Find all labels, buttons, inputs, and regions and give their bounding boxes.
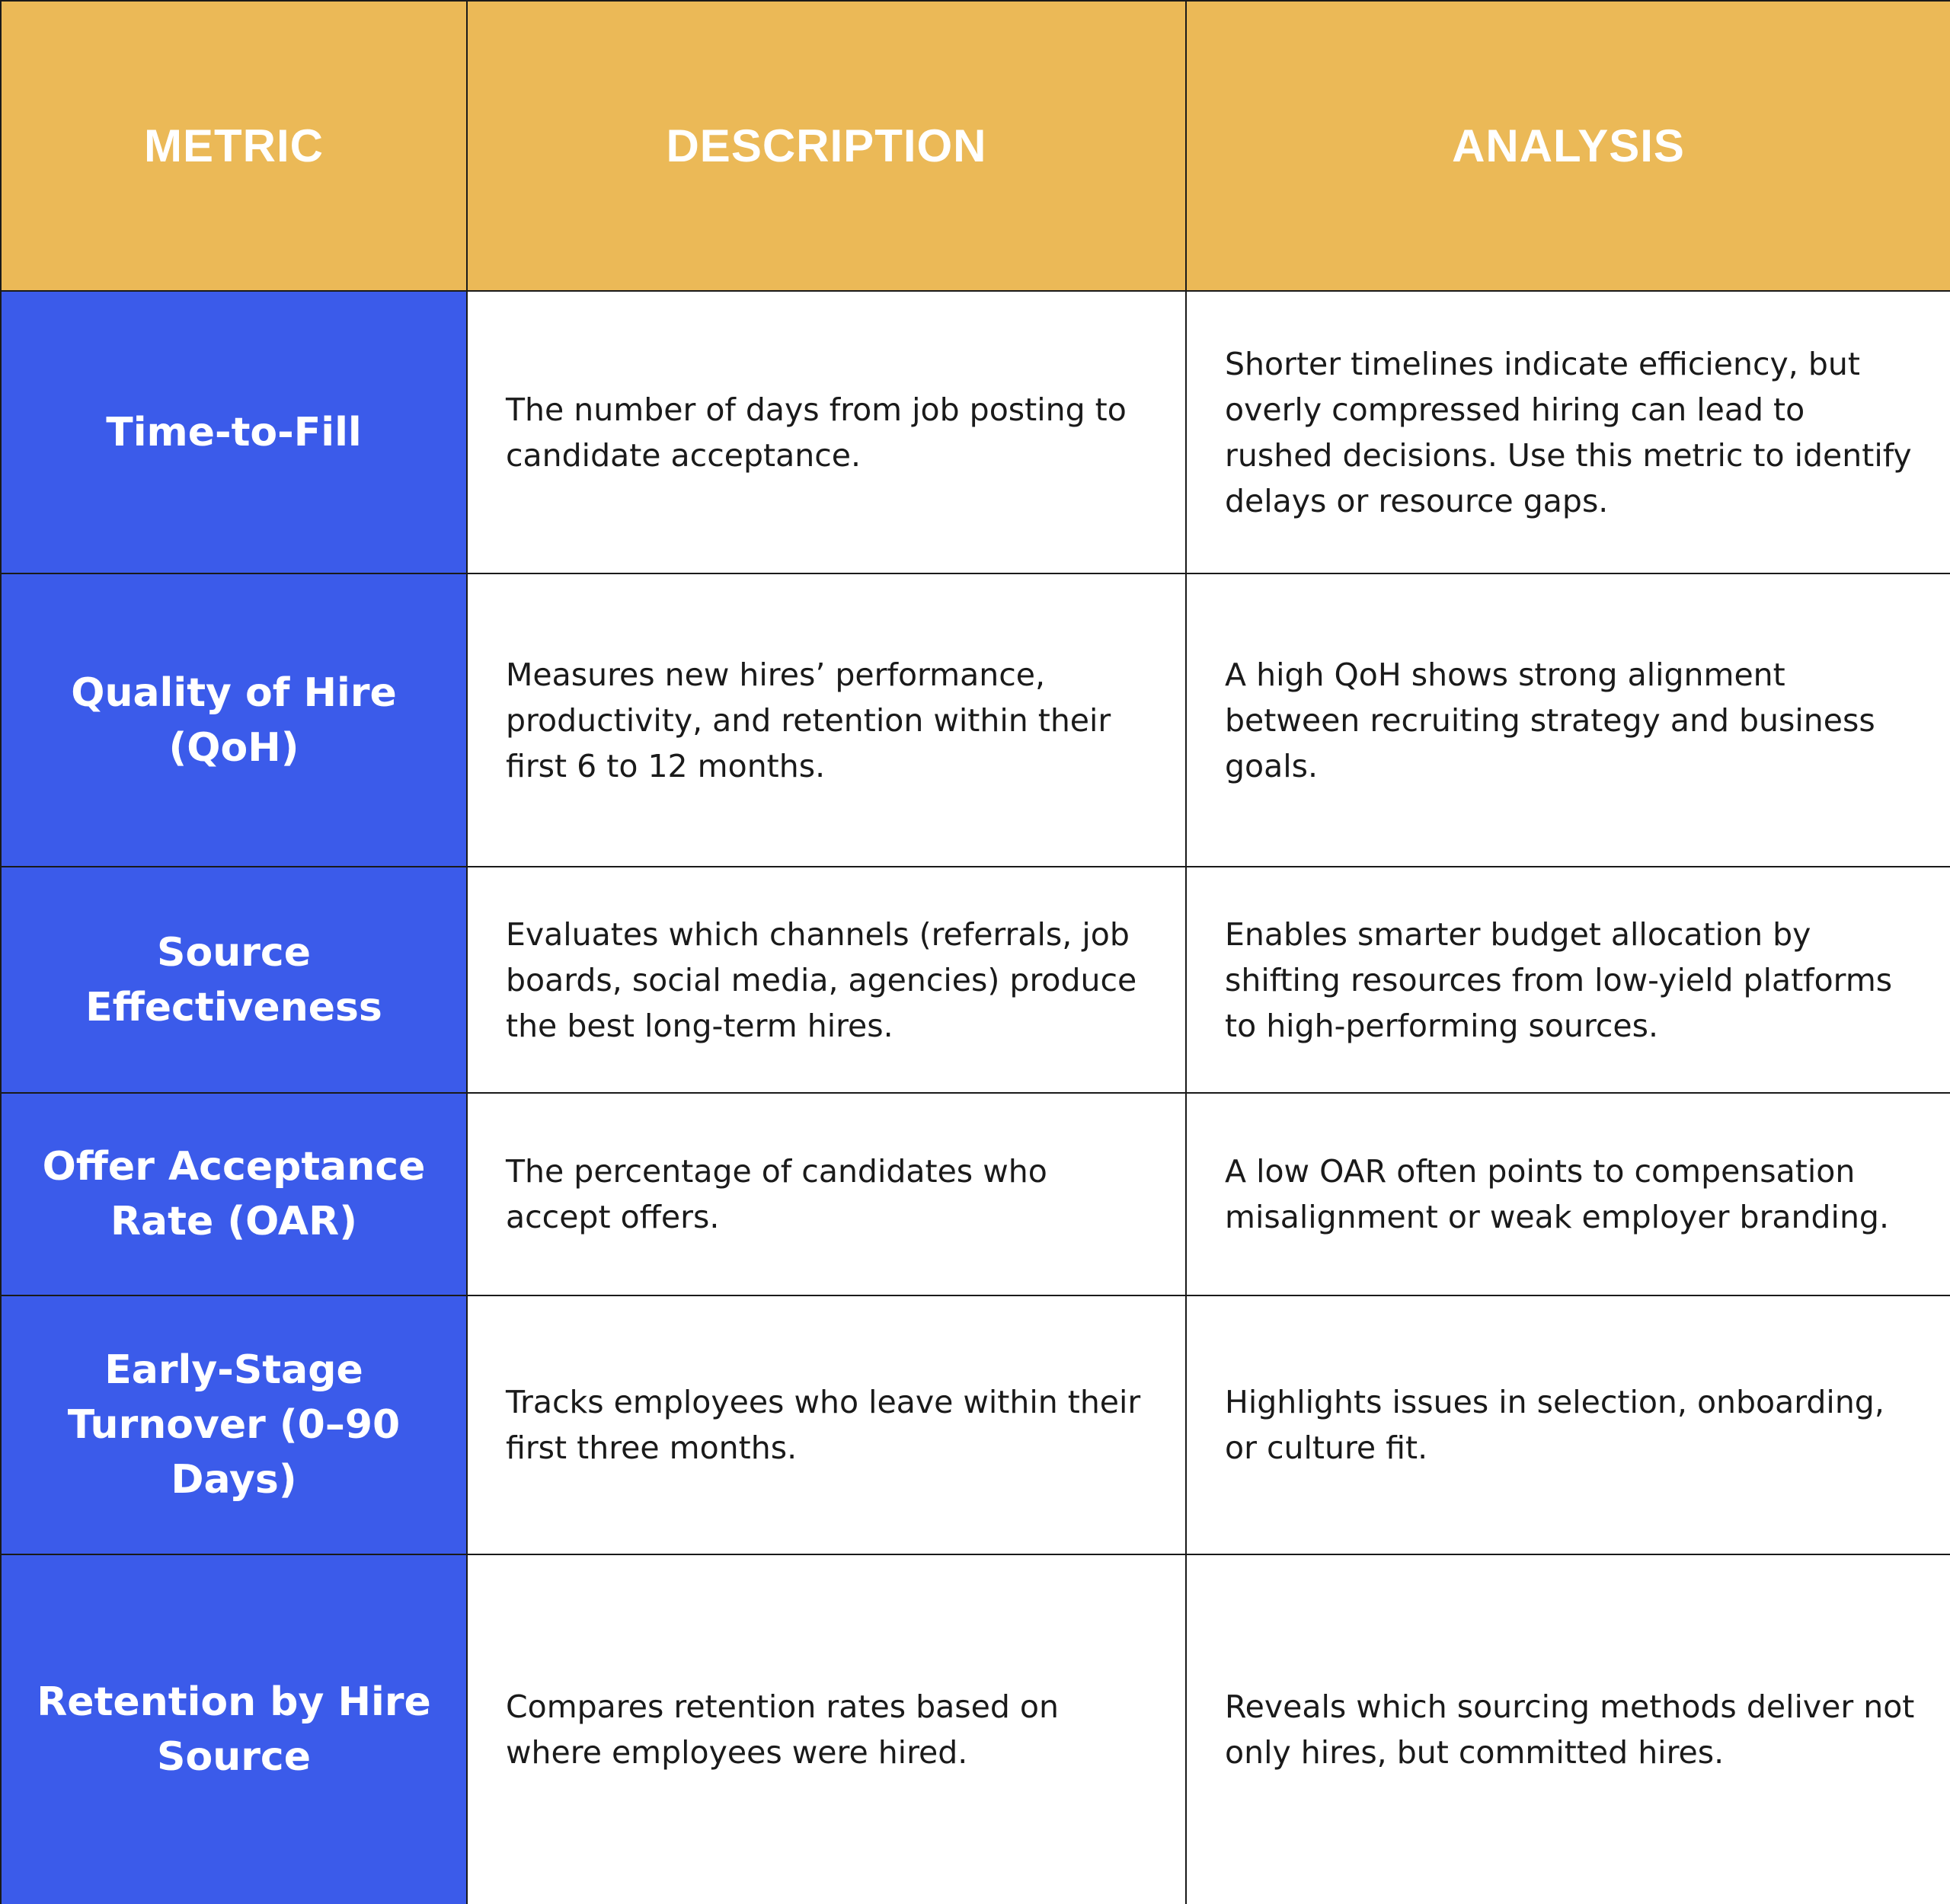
description-cell: Compares retention rates based on where employees were hired. — [467, 1554, 1186, 1904]
header-row — [1, 1, 1950, 291]
metric-cell: Time-to-Fill — [1, 291, 467, 573]
table-row — [1, 1295, 1950, 1554]
analysis-cell: A high QoH shows strong alignment between recruiting strategy and business goals. — [1186, 573, 1950, 867]
analysis-cell: Enables smarter budget allocation by shifting resources from low-yield platforms to high-performing sources. — [1186, 867, 1950, 1093]
metric-cell: Offer Acceptance Rate (OAR) — [1, 1093, 467, 1295]
header-description: DESCRIPTION — [467, 1, 1186, 291]
analysis-cell: Shorter timelines indicate efficiency, but overly compressed hiring can lead to rushed decisions. Use this metric to identify delays or resource gaps. — [1186, 291, 1950, 573]
table-row — [1, 1554, 1950, 1904]
metric-cell: Quality of Hire (QoH) — [1, 573, 467, 867]
table-row — [1, 573, 1950, 867]
table-row — [1, 291, 1950, 573]
analysis-cell: A low OAR often points to compensation misalignment or weak employer branding. — [1186, 1093, 1950, 1295]
metric-cell: Early-Stage Turnover (0–90 Days) — [1, 1295, 467, 1554]
analysis-cell: Highlights issues in selection, onboarding, or culture fit. — [1186, 1295, 1950, 1554]
metric-cell: Retention by Hire Source — [1, 1554, 467, 1904]
metric-cell: Source Effectiveness — [1, 867, 467, 1093]
description-cell: Evaluates which channels (referrals, job boards, social media, agencies) produce the best long-term hires. — [467, 867, 1186, 1093]
header-analysis: ANALYSIS — [1186, 1, 1950, 291]
description-cell: Tracks employees who leave within their first three months. — [467, 1295, 1186, 1554]
table-row — [1, 1093, 1950, 1295]
table-row — [1, 867, 1950, 1093]
description-cell: The percentage of candidates who accept offers. — [467, 1093, 1186, 1295]
header-metric: METRIC — [1, 1, 467, 291]
description-cell: The number of days from job posting to candidate acceptance. — [467, 291, 1186, 573]
description-cell: Measures new hires’ performance, productivity, and retention within their first 6 to 12 months. — [467, 573, 1186, 867]
analysis-cell: Reveals which sourcing methods deliver not only hires, but committed hires. — [1186, 1554, 1950, 1904]
